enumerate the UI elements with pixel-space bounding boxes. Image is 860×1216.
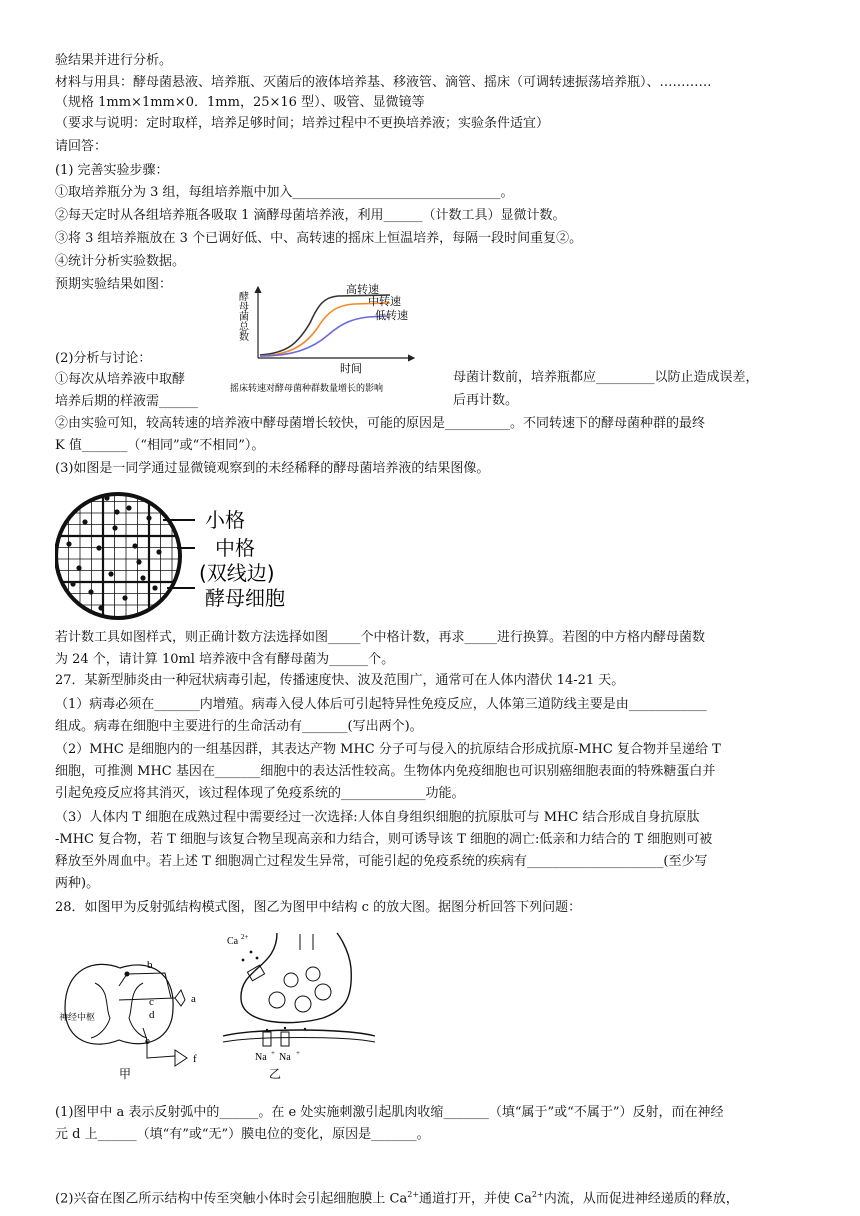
text-line: ④统计分析实验数据。 (55, 254, 186, 269)
y-axis-label: 酵母菌总数 (236, 291, 248, 341)
text-line: 若计数工具如图样式，则正确计数方法选择如图_____个中格计数，再求_____进行换算。若图的中方格内酵母菌数 (55, 630, 706, 645)
text-line: 27．某新型肺炎由一种冠状病毒引起，传播速度快、波及范围广，通常可在人体内潜伏 14-21 天。 (55, 673, 625, 688)
yeast-cell (136, 559, 141, 564)
growth-chart (228, 283, 438, 395)
hemocytometer-figure (55, 488, 305, 628)
text-line: （3）人体内 T 细胞在成熟过程中需要经过一次选择:人体自身组织细胞的抗原肽可与 MHC 结合形成自身抗原肽 (55, 810, 700, 825)
yeast-cell (140, 575, 145, 580)
yeast-cell (122, 595, 127, 600)
text-line: ③将 3 组培养瓶放在 3 个已调好低、中、高转速的摇床上恒温培养，每隔一段时间重复②。 (55, 231, 583, 246)
legend-high: 高转速 (346, 284, 379, 296)
svg-text:d: d (149, 1009, 155, 1021)
series-mid (260, 303, 390, 356)
text-line: 请回答： (55, 139, 108, 154)
text-line: K 值_______（“相同”或“不相同”）。 (55, 438, 265, 453)
yeast-cell (76, 565, 81, 570)
yeast-cell (152, 585, 157, 590)
yeast-cell (156, 549, 161, 554)
yeast-cell (132, 543, 137, 548)
text-line: 释放至外周血中。若上述 T 细胞凋亡过程发生异常，可能引起的免疫系统的疾病有_____________________(至少写 (55, 854, 708, 869)
text-line: (1)图甲中 a 表示反射弧中的______。在 e 处实施刺激引起肌肉收缩_______（填“属于”或“不属于”）反射，而在神经 (55, 1105, 724, 1120)
text-line: 母菌计数前，培养瓶都应_________以防止造成误差， (453, 370, 759, 385)
text-line: ①取培养瓶分为 3 组，每组培养瓶中加入________________________________。 (55, 185, 514, 200)
text-line: ①每次从培养液中取酵 (55, 372, 186, 387)
yeast-cell (112, 525, 117, 530)
x-axis-label: 时间 (340, 363, 362, 375)
svg-text:f: f (193, 1053, 197, 1065)
label-double-border: (双线边) (199, 561, 275, 585)
label-yeast-cell: 酵母细胞 (205, 586, 285, 610)
svg-text:+: + (271, 1049, 275, 1057)
text-line: 两种)。 (55, 876, 100, 891)
yeast-cell (96, 545, 101, 550)
text-line: ②每天定时从各组培养瓶各吸取 1 滴酵母菌培养液，利用______（计数工具）显微计数。 (55, 208, 566, 223)
text-line: (2)兴奋在图乙所示结构中传至突触小体时会引起细胞膜上 $Ca^{2+}$通道打开，并使 $Ca^{2+}$内流，从而促进神经递质的释放， (55, 1190, 739, 1207)
text-line: (2)分析与讨论： (55, 351, 152, 366)
text-line: 后再计数。 (453, 393, 519, 408)
text-line: 组成。病毒在细胞中主要进行的生命活动有_______(写出两个)。 (55, 719, 423, 734)
yeast-cell (66, 541, 71, 546)
text-line: (1) 完善实验步骤： (55, 163, 169, 178)
svg-text:a: a (191, 993, 196, 1005)
reflex-arc-figure (55, 928, 385, 1083)
yeast-cell (114, 509, 119, 514)
chart-caption: 摇床转速对酵母菌种群数量增长的影响 (230, 383, 384, 393)
yeast-cell (108, 571, 113, 576)
text-line: (3)如图是一同学通过显微镜观察到的未经稀释的酵母菌培养液的结果图像。 (55, 461, 490, 476)
yeast-cell (88, 589, 93, 594)
text-line: 为 24 个，请计算 10ml 培养液中含有酵母菌为______个。 (55, 652, 395, 667)
text-line: 验结果并进行分析。 (55, 53, 173, 68)
text-line: （规格 1mm×1mm×0．1mm，25×16 型）、吸管、显微镜等 (55, 95, 425, 110)
center-label: 神经中枢 (59, 1012, 96, 1022)
label-small-square: 小格 (205, 508, 245, 532)
text-line: （2）MHC 是细胞内的一组基因群，其表达产物 MHC 分子可与侵入的抗原结合形成抗原-MHC 复合物并呈递给 T (55, 742, 721, 757)
svg-text:b: b (147, 959, 153, 971)
svg-text:+: + (296, 1049, 300, 1057)
svg-text:c: c (149, 996, 154, 1008)
yeast-cell (146, 515, 151, 520)
label-medium-square: 中格 (215, 536, 255, 560)
yeast-cell (82, 519, 87, 524)
svg-text:乙: 乙 (269, 1067, 282, 1081)
text-line: （要求与说明：定时取样，培养足够时间；培养过程中不更换培养液；实验条件适宜） (55, 116, 550, 131)
legend-mid: 中转速 (368, 296, 401, 308)
text-line: ②由实验可知，较高转速的培养液中酵母菌增长较快，可能的原因是__________。不同转速下的酵母菌种群的最终 (55, 416, 706, 431)
yeast-cell (72, 499, 77, 504)
yeast-cell (126, 505, 131, 510)
svg-text:2+: 2+ (241, 933, 249, 941)
text-line: 材料与用具：酵母菌悬液、培养瓶、灭菌后的液体培养基、移液管、滴管、摇床（可调转速振荡培养瓶）、………… (55, 75, 712, 90)
svg-text:Ca: Ca (227, 936, 239, 947)
svg-text:Na: Na (255, 1052, 267, 1063)
series-low (260, 316, 388, 356)
text-line: 培养后期的样液需______ (55, 394, 199, 409)
text-line: -MHC 复合物，若 T 细胞与该复合物呈现高亲和力结合，则可诱导该 T 细胞的凋亡:低亲和力结合的 T 细胞则可被 (55, 832, 713, 847)
text-line: 元 d 上______（填“有”或“无”）膜电位的变化，原因是_______。 (55, 1127, 430, 1142)
yeast-cell (70, 581, 75, 586)
text-line: 引起免疫反应将其消灭，该过程体现了免疫系统的_____________功能。 (55, 786, 465, 801)
yeast-cell (98, 605, 103, 610)
text-line: 28．如图甲为反射弧结构模式图，图乙为图甲中结构 c 的放大图。据图分析回答下列问题： (55, 900, 582, 915)
text-line: 细胞，可推测 MHC 基因在_______细胞中的表达活性较高。生物体内免疫细胞也可识别癌细胞表面的特殊糖蛋白并 (55, 764, 716, 779)
svg-text:甲: 甲 (119, 1067, 132, 1081)
text-line: （1）病毒必须在_______内增殖。病毒入侵人体后可引起特异性免疫反应，人体第三道防线主要是由____________ (55, 697, 707, 712)
svg-text:Na: Na (279, 1052, 291, 1063)
text-line: 预期实验结果如图： (55, 277, 173, 292)
legend-low: 低转速 (375, 310, 408, 322)
svg-text:e: e (145, 1035, 150, 1047)
